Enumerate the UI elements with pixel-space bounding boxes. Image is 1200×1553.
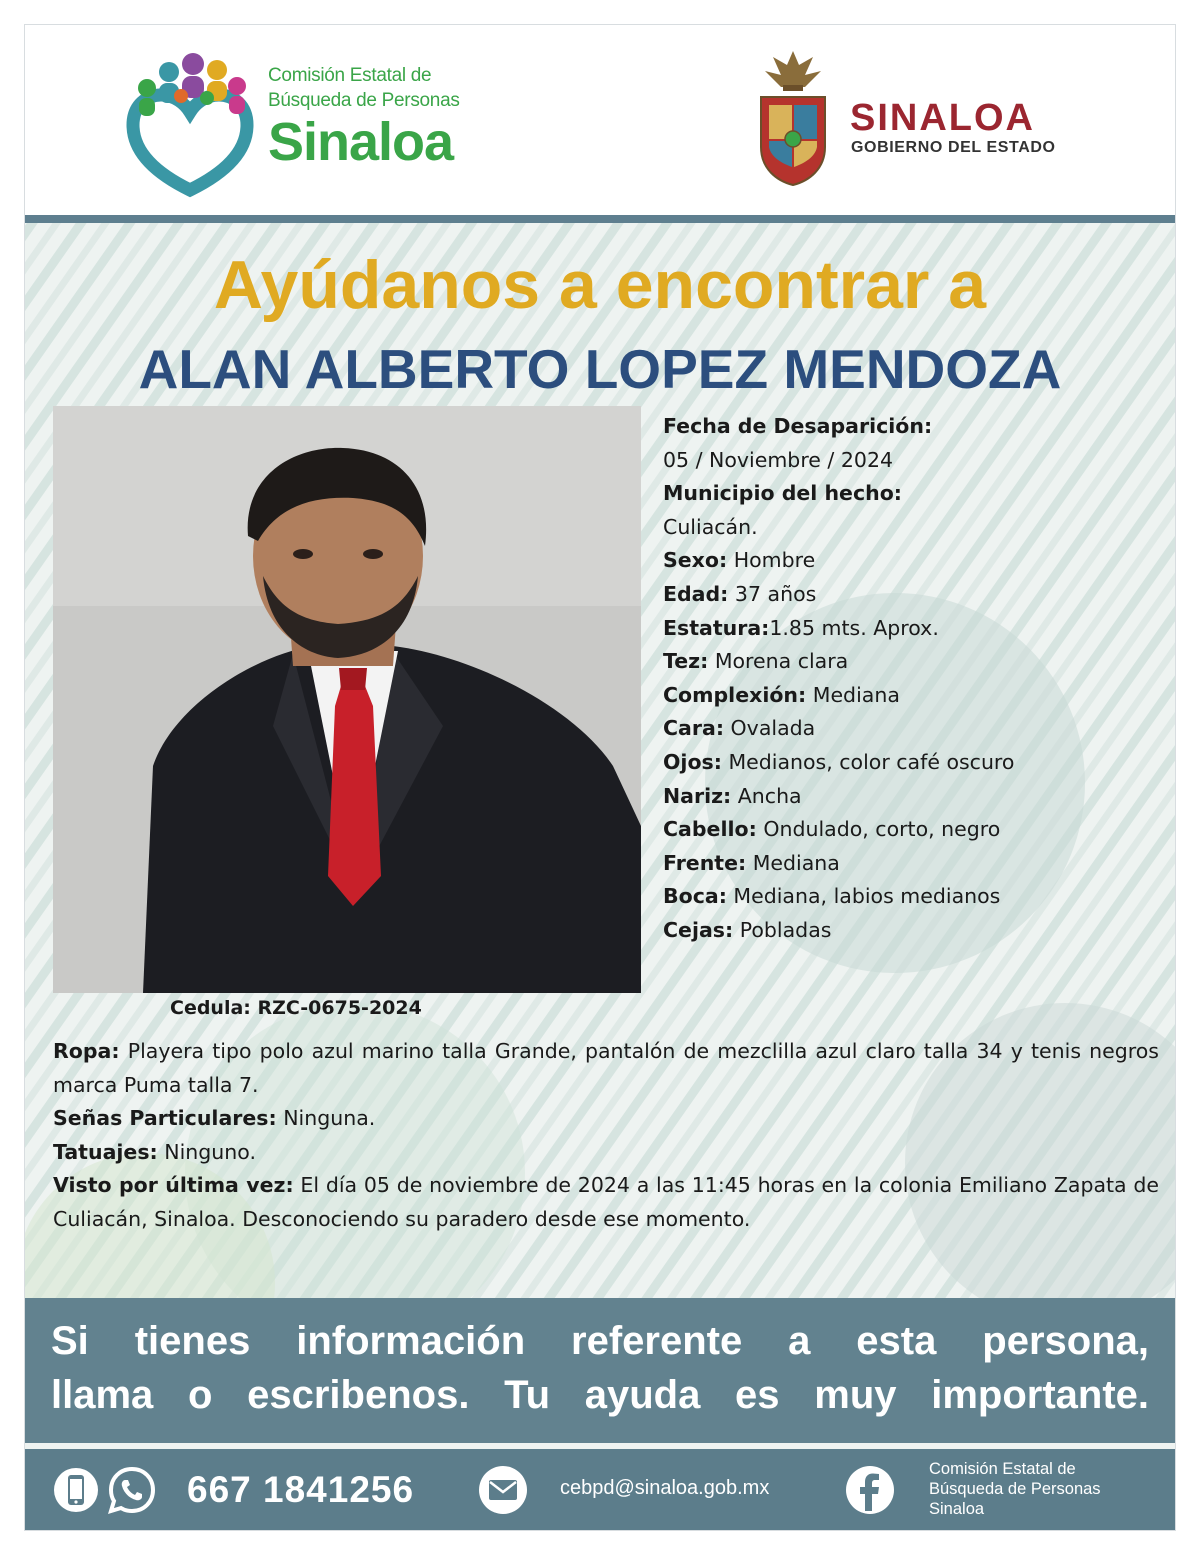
detail-municipio-value: Culiacán.	[663, 514, 758, 539]
government-title: SINALOA	[850, 97, 1035, 139]
detail-cabello: Cabello: Ondulado, corto, negro	[663, 817, 1001, 842]
detail-boca: Boca: Mediana, labios medianos	[663, 884, 1001, 909]
contact-footer	[25, 1449, 1175, 1530]
callout-text	[51, 1314, 1149, 1422]
detail-cejas: Cejas: Pobladas	[663, 917, 832, 942]
facebook-icon[interactable]	[845, 1465, 895, 1515]
detail-edad: Edad: 37 años	[663, 581, 817, 606]
detail-complexion: Complexión: Mediana	[663, 682, 900, 707]
poster-header	[25, 25, 1175, 215]
commission-line-2: Búsqueda de Personas	[268, 90, 460, 111]
detail-ropa: Ropa: Playera tipo polo azul marino talla Grande, pantalón de mezclilla azul claro talla 34 y tenis negros marca Puma talla 7.	[53, 1039, 1159, 1097]
facebook-page-name[interactable]: Comisión Estatal de Búsqueda de Personas Sinaloa	[929, 1460, 1101, 1518]
header-divider	[25, 215, 1175, 223]
detail-visto: Visto por última vez: El día 05 de noviembre de 2024 a las 11:45 horas en la colonia Emiliano Zapata de Culiacán, Sinaloa. Desconociendo su paradero desde ese momento.	[53, 1173, 1159, 1231]
commission-wordmark	[268, 63, 460, 171]
person-photo	[53, 406, 641, 993]
detail-senas: Señas Particulares: Ninguna.	[53, 1106, 376, 1131]
detail-sexo: Sexo: Hombre	[663, 548, 816, 573]
missing-person-poster	[24, 24, 1176, 1531]
contact-phone[interactable]: 667 1841256	[187, 1469, 415, 1510]
contact-email[interactable]: cebpd@sinaloa.gob.mx	[560, 1477, 770, 1499]
email-icon	[477, 1465, 529, 1515]
state-shield-icon	[753, 47, 833, 187]
detail-fecha-label: Fecha de Desaparición:	[663, 414, 933, 438]
headline: Ayúdanos a encontrar a	[213, 247, 987, 323]
phone-icon	[53, 1467, 99, 1513]
commission-line-1: Comisión Estatal de	[268, 65, 432, 86]
callout-line-2: llama o escribenos. Tu ayuda es muy importante.	[51, 1373, 1149, 1417]
government-subtitle: GOBIERNO DEL ESTADO	[851, 139, 1056, 156]
person-details	[663, 410, 1014, 948]
detail-frente: Frente: Mediana	[663, 850, 840, 875]
detail-fecha-value: 05 / Noviembre / 2024	[663, 447, 894, 472]
commission-line-3: Sinaloa	[268, 112, 454, 172]
detail-tatuajes: Tatuajes: Ninguno.	[53, 1139, 256, 1164]
callout-line-1: Si tienes información referente a esta persona,	[51, 1319, 1149, 1363]
people-heart-logo	[125, 50, 255, 200]
additional-details	[53, 1035, 1159, 1237]
callout-band	[25, 1298, 1175, 1443]
person-name: ALAN ALBERTO LOPEZ MENDOZA	[138, 338, 1062, 400]
detail-tez: Tez: Morena clara	[663, 649, 849, 674]
whatsapp-icon[interactable]	[107, 1465, 157, 1515]
detail-nariz: Nariz: Ancha	[663, 783, 802, 808]
detail-estatura: Estatura:1.85 mts. Aprox.	[663, 615, 939, 640]
detail-ojos: Ojos: Medianos, color café oscuro	[663, 749, 1015, 774]
detail-municipio-label: Municipio del hecho:	[663, 481, 902, 506]
cedula-id: Cedula: RZC-0675-2024	[170, 997, 422, 1019]
detail-cara: Cara: Ovalada	[663, 716, 816, 741]
